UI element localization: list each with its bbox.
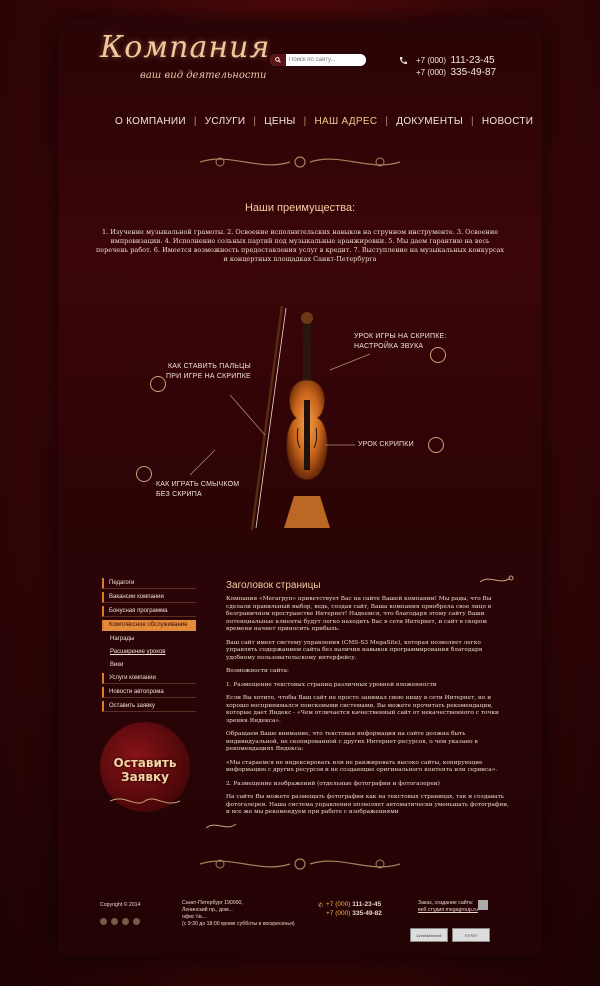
phone-icon bbox=[398, 56, 408, 66]
footer-phones[interactable] bbox=[326, 900, 382, 918]
main-nav bbox=[110, 116, 538, 127]
title-ornament bbox=[480, 572, 516, 586]
callout-text: ПРИ ИГРЕ НА СКРИПКЕ bbox=[166, 373, 251, 380]
nav-item-prices[interactable]: ЦЕНЫ bbox=[264, 116, 296, 127]
sidebar-item-leave-request[interactable]: Оставить заявку bbox=[102, 701, 196, 712]
footer-phone-icon: ✆ bbox=[318, 902, 324, 909]
phone-prefix: +7 (000) bbox=[416, 68, 447, 77]
content-paragraph: «Мы стараемся не индексировать или не ранжировать высоко сайты, копирующие информацию с других ресурсов и не создающие оригинального контента или сервиса». bbox=[226, 759, 498, 773]
sidebar-item-vacancies[interactable]: Вакансии компании bbox=[102, 592, 196, 603]
callout-lines bbox=[130, 340, 470, 500]
phone-number: 335-49-87 bbox=[450, 67, 497, 78]
nav-item-services[interactable]: УСЛУГИ bbox=[204, 116, 246, 127]
sidebar-item-company-services[interactable]: Услуги компании bbox=[102, 673, 196, 684]
sidebar-subitem-wiki[interactable]: Вики bbox=[110, 662, 124, 668]
nav-separator: | bbox=[253, 116, 257, 127]
content-paragraph: 1. Размещение текстовых страниц различных уровней вложенности bbox=[226, 681, 437, 688]
content-paragraph: Ваш сайт имеет систему управления (CMS-S3 MegaSite), которая позволяет легко управлять содержанием сайта без наличия навыков программирования благодаря удобному пользовательскому интерфейсу. bbox=[226, 639, 483, 661]
callout-text: БЕЗ СКРИПА bbox=[156, 491, 202, 498]
address-line: (с 9:30 до 18:00 кроме субботы и воскресенья) bbox=[182, 921, 295, 927]
nav-item-news[interactable]: НОВОСТИ bbox=[481, 116, 534, 127]
content-paragraph: Обращаем Ваше внимание, что текстовая информация на сайте должна быть индивидуальной, не скопированной с других Интернет-ресурсов, о чем указано в рекомендациях Яндекса: bbox=[226, 731, 478, 752]
sidebar-subitem-awards[interactable]: Награды bbox=[110, 636, 135, 642]
sidebar-menu bbox=[102, 578, 196, 715]
footer-address bbox=[182, 900, 295, 928]
phone-prefix: +7 (000) bbox=[326, 901, 351, 908]
developer-label: Заказ, создание сайта: bbox=[418, 900, 474, 906]
callout-text: НАСТРОЙКА ЗВУКА bbox=[354, 343, 424, 350]
vk-icon[interactable] bbox=[122, 918, 129, 925]
phone-number: 335-49-82 bbox=[352, 910, 382, 917]
sidebar-subitem-lessons[interactable]: Расширение уроков bbox=[110, 649, 166, 655]
content-paragraph: Возможности сайта: bbox=[226, 668, 289, 674]
address-line: офис №... bbox=[182, 914, 206, 920]
content-paragraph: 2. Размещение изображений (отдельные фотографии и фотогалереи) bbox=[226, 780, 440, 787]
address-line: Санкт-Петербург 190000, bbox=[182, 900, 243, 906]
callout-text: УРОК СКРИПКИ bbox=[358, 441, 414, 448]
twitter-icon[interactable] bbox=[111, 918, 118, 925]
counter-badge-liveinternet[interactable]: LiveInternet bbox=[410, 928, 448, 942]
content-paragraph: Компания «Мегагруп» приветствует Вас на сайте Вашей компании! Мы рады, что Вы сделали правильный выбор, ведь, создав сайт, Ваша компания приобрела свое лицо в безграничном пространстве Интернет! Надеемся, что благодаря этому сайту Ваши потенциальные клиенты будут легко находить Вас в сети Интернет, и сайт в скором времени начнет приносить прибыль. bbox=[226, 596, 492, 632]
nav-separator: | bbox=[385, 116, 389, 127]
phone-number: 111-23-45 bbox=[450, 55, 495, 66]
facebook-icon[interactable] bbox=[100, 918, 107, 925]
order-button-label bbox=[100, 756, 190, 784]
content-paragraph: Если Вы хотите, чтобы Ваш сайт не просто занимал свою нишу в сети Интернет, но и хорошо воспринимался поисковыми системами, Вы можете прочитать рекомендации, которые дает Яндекс - «Чем отличается качественный сайт от некачественного с точки зрения Яндекса». bbox=[226, 695, 499, 724]
divider-ornament bbox=[200, 150, 400, 174]
order-button-line: Оставить bbox=[113, 756, 177, 770]
nav-separator: | bbox=[193, 116, 197, 127]
page-title: Заголовок страницы bbox=[226, 580, 321, 591]
order-ornament bbox=[110, 794, 180, 808]
sidebar-item-auto-news[interactable]: Новости автопрома bbox=[102, 687, 196, 698]
search-box bbox=[270, 54, 366, 66]
order-button-line: Заявку bbox=[121, 770, 169, 784]
header-phone-2[interactable] bbox=[416, 62, 496, 80]
nav-item-about[interactable]: О КОМПАНИИ bbox=[115, 116, 186, 127]
nav-separator: | bbox=[303, 116, 307, 127]
logo-subtitle: ваш вид деятельности bbox=[140, 70, 267, 81]
counter-badge-visits[interactable]: 19787 bbox=[452, 928, 490, 942]
logo-title[interactable]: Компания bbox=[100, 30, 271, 65]
callout-text: УРОК ИГРЫ НА СКРИПКЕ: bbox=[354, 333, 447, 340]
advantages-title: Наши преимущества: bbox=[244, 202, 356, 214]
page-content bbox=[226, 596, 510, 823]
phone-prefix: +7 (000) bbox=[326, 910, 351, 917]
sidebar-item-bonus[interactable]: Бонусная программа bbox=[102, 606, 196, 617]
callout-text: КАК ИГРАТЬ СМЫЧКОМ bbox=[156, 481, 240, 488]
address-line: Ленинский пр., дом... bbox=[182, 907, 233, 913]
search-input[interactable] bbox=[286, 54, 366, 66]
footer-copyright: Copyright © 2014 bbox=[100, 902, 141, 908]
footer-divider-ornament bbox=[200, 852, 400, 876]
search-icon bbox=[275, 57, 281, 63]
content-paragraph: На сайте Вы можете размещать фотографии как на текстовых страницах, так и создавать фотогалереи. Наша система управления позволяет автоматически уменьшать фотографии, и все же мы рекомендуем при работе с изображениями bbox=[226, 794, 509, 815]
nav-item-documents[interactable]: ДОКУМЕНТЫ bbox=[396, 116, 463, 127]
nav-separator: | bbox=[470, 116, 474, 127]
advantages-text: 1. Изучение музыкальной грамоты. 2. Освоение исполнительских навыков на струнном инструменте. 3. Освоение импровизации. 4. Исполнение сольных партий под музыкальные аранжировки. 5. Мы даем гарантию на весь перечень работ. 6. Имеется возможность предоставления услуг в кредит. 7. Выступление на музыкальных конкурсах и концертных площадках Санкт-Петербурга bbox=[95, 228, 505, 263]
sidebar-item-teachers[interactable]: Педагоги bbox=[102, 578, 196, 589]
sidebar-item-complex-service[interactable]: Комплексное обслуживание bbox=[102, 620, 196, 631]
footer-developer[interactable] bbox=[418, 900, 478, 914]
developer-link[interactable]: веб студия megagroup.ru bbox=[418, 907, 478, 913]
developer-logo-icon bbox=[478, 900, 488, 910]
phone-prefix: +7 (000) bbox=[416, 56, 447, 65]
phone-number: 111-23-45 bbox=[352, 901, 382, 908]
social-icons bbox=[100, 918, 140, 925]
odnoklassniki-icon[interactable] bbox=[133, 918, 140, 925]
content-ornament bbox=[206, 818, 242, 832]
callout-text: КАК СТАВИТЬ ПАЛЬЦЫ bbox=[168, 363, 251, 370]
search-button[interactable] bbox=[270, 54, 286, 66]
nav-item-address[interactable]: НАШ АДРЕС bbox=[314, 116, 378, 127]
